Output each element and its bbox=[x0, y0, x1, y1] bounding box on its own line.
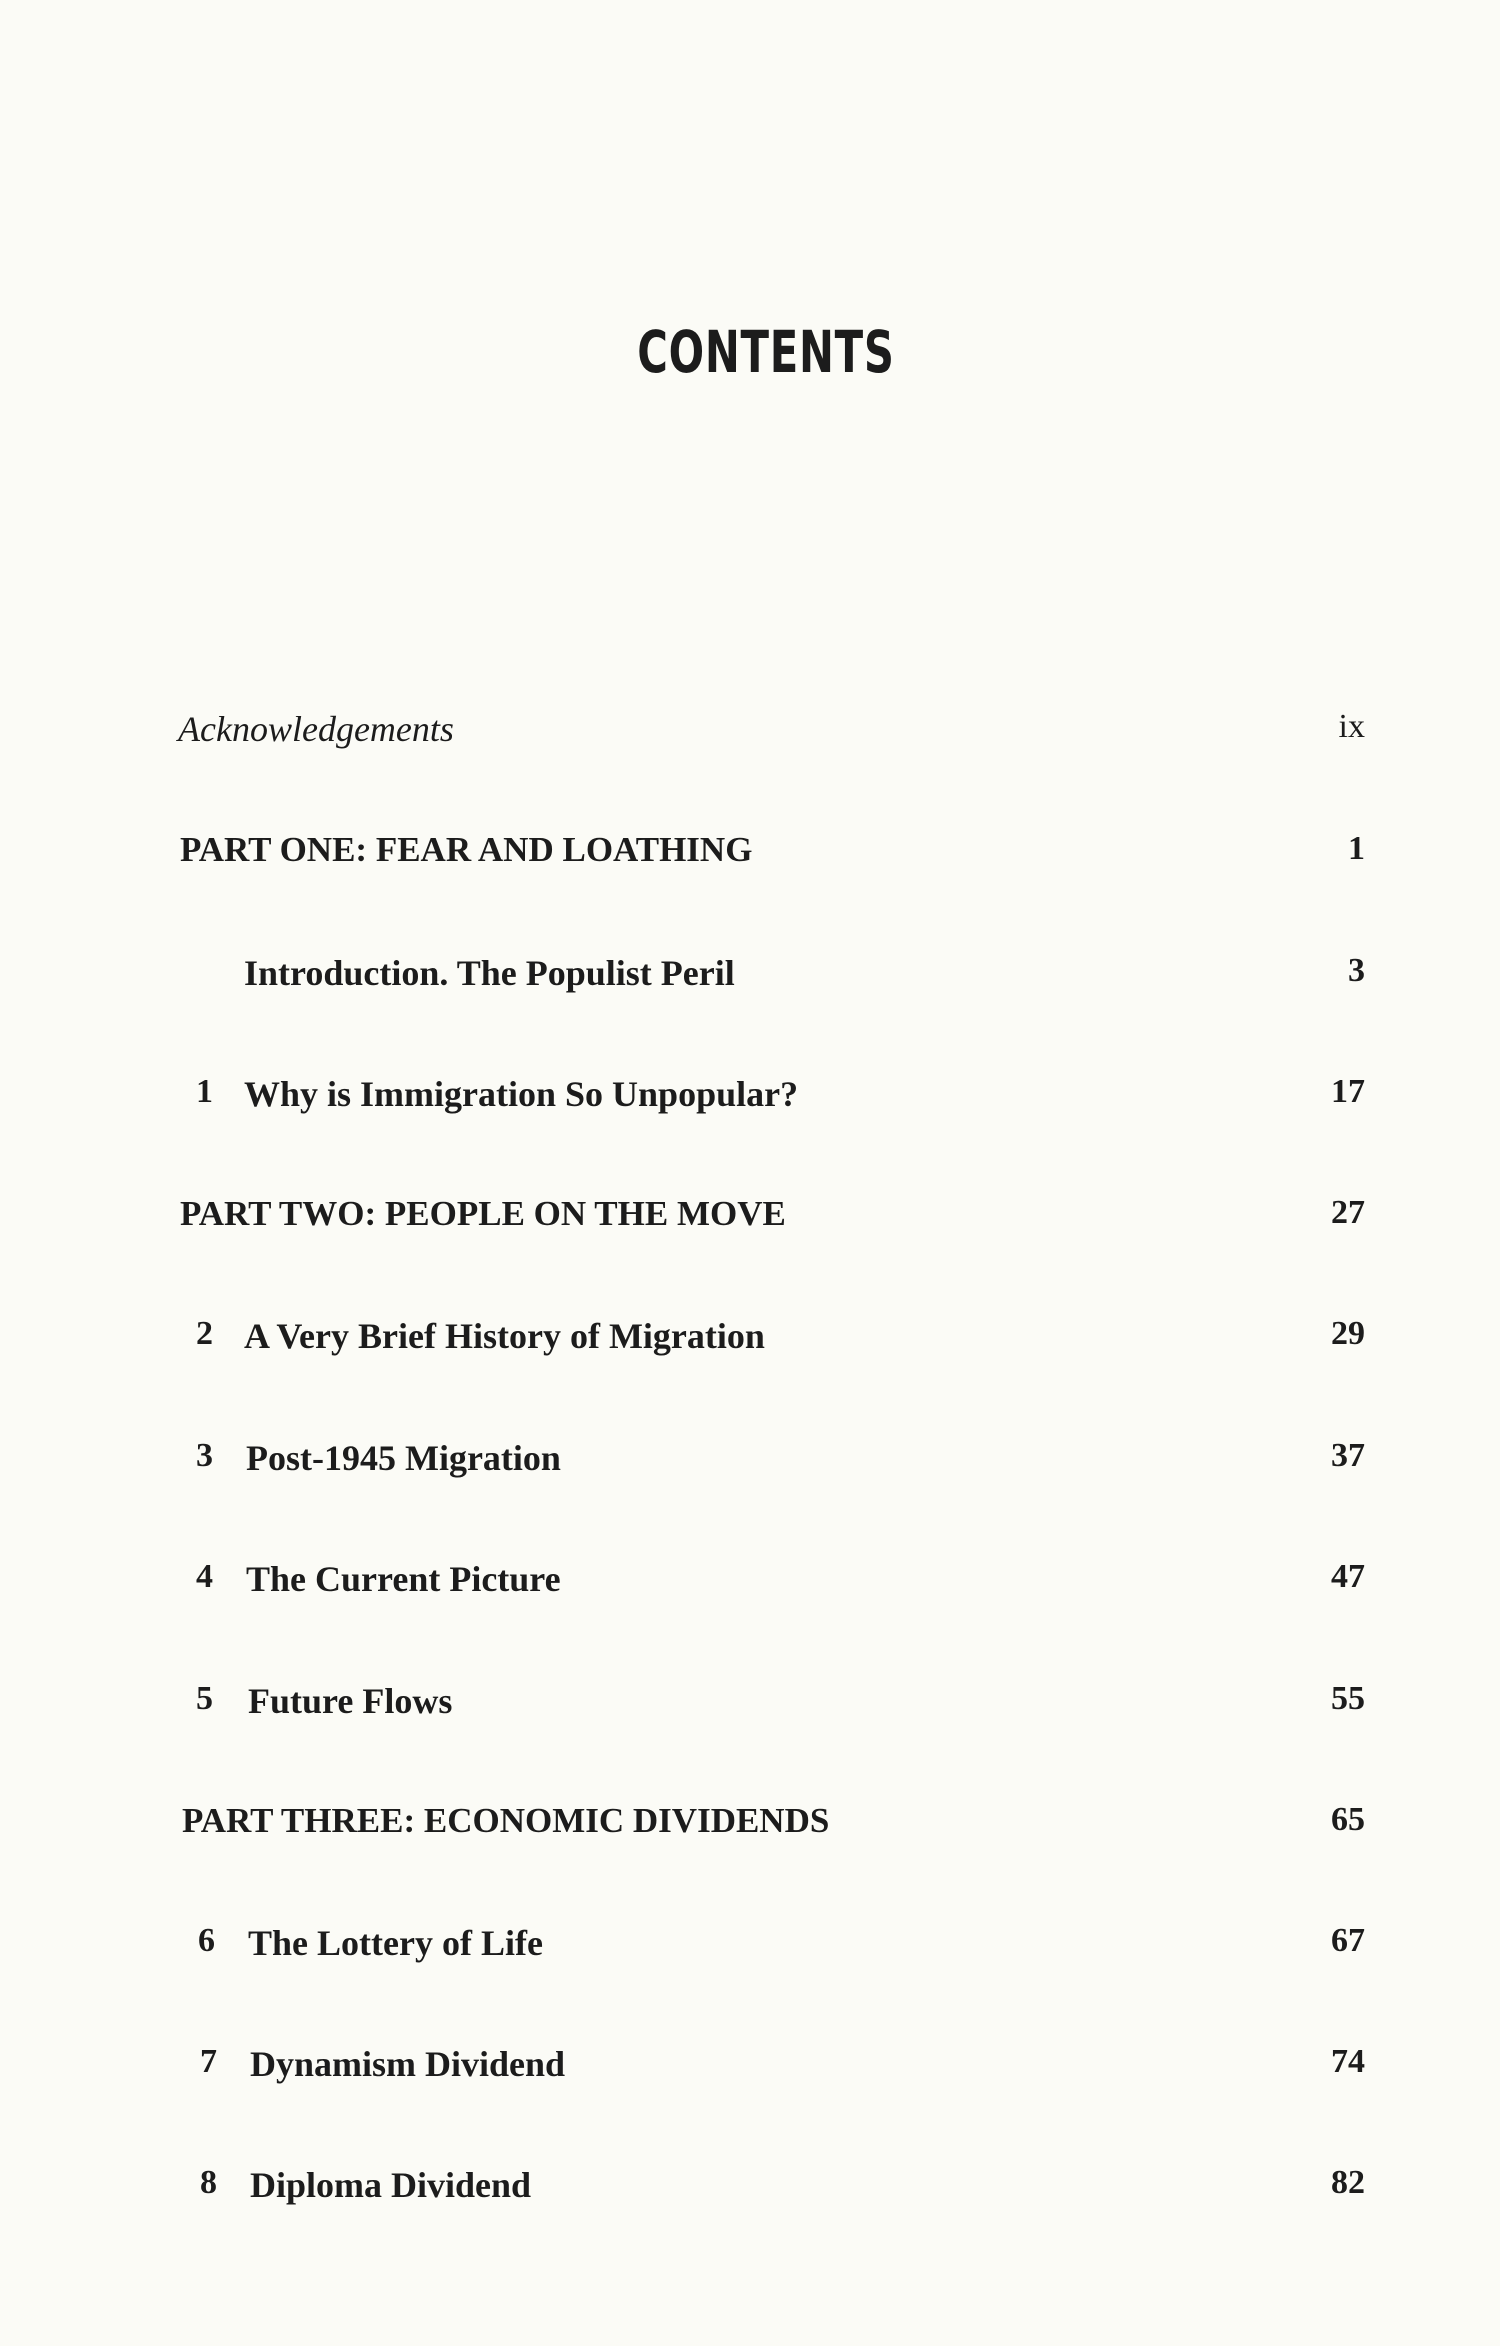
toc-page-number: 3 bbox=[1348, 952, 1365, 989]
toc-entry-introduction[interactable] bbox=[0, 952, 1500, 1012]
toc-entry-chapter-3[interactable] bbox=[0, 1437, 1500, 1497]
toc-page-number: 74 bbox=[1331, 2043, 1365, 2080]
toc-label: Introduction. The Populist Peril bbox=[244, 953, 735, 993]
toc-label: Post-1945 Migration bbox=[246, 1438, 561, 1478]
toc-entry-chapter-7[interactable] bbox=[0, 2043, 1500, 2103]
toc-page-number: 65 bbox=[1331, 1801, 1365, 1838]
toc-label: Future Flows bbox=[248, 1681, 453, 1721]
toc-page-number: 1 bbox=[1348, 830, 1365, 867]
toc-chapter-number: 7 bbox=[200, 2043, 217, 2080]
toc-entry-chapter-5[interactable] bbox=[0, 1680, 1500, 1740]
toc-label: Why is Immigration So Unpopular? bbox=[244, 1074, 799, 1114]
toc-entry-chapter-8[interactable] bbox=[0, 2164, 1500, 2224]
toc-entry-chapter-6[interactable] bbox=[0, 1922, 1500, 1982]
toc-chapter-number: 3 bbox=[196, 1437, 213, 1474]
toc-page-number: ix bbox=[1338, 708, 1365, 745]
toc-page-number: 82 bbox=[1331, 2164, 1365, 2201]
page-title: CONTENTS bbox=[637, 318, 895, 386]
toc-label: Diploma Dividend bbox=[250, 2165, 532, 2205]
toc-entry-chapter-2[interactable] bbox=[0, 1315, 1500, 1375]
toc-label: The Current Picture bbox=[246, 1559, 561, 1599]
toc-part-heading: PART THREE: ECONOMIC DIVIDENDS bbox=[182, 1801, 830, 1840]
toc-label: A Very Brief History of Migration bbox=[244, 1316, 765, 1356]
toc-label: The Lottery of Life bbox=[248, 1923, 543, 1963]
toc-page-number: 27 bbox=[1331, 1194, 1365, 1231]
toc-entry-acknowledgements[interactable] bbox=[0, 708, 1500, 768]
toc-chapter-number: 6 bbox=[198, 1922, 215, 1959]
toc-entry-part-three[interactable] bbox=[0, 1801, 1500, 1861]
toc-chapter-number: 2 bbox=[196, 1315, 213, 1352]
toc-page-number: 47 bbox=[1331, 1558, 1365, 1595]
toc-page-number: 37 bbox=[1331, 1437, 1365, 1474]
toc-chapter-number: 8 bbox=[200, 2164, 217, 2201]
toc-chapter-number: 1 bbox=[196, 1073, 213, 1110]
toc-page-number: 17 bbox=[1331, 1073, 1365, 1110]
toc-entry-chapter-4[interactable] bbox=[0, 1558, 1500, 1618]
toc-label: Dynamism Dividend bbox=[250, 2044, 566, 2084]
toc-entry-part-two[interactable] bbox=[0, 1194, 1500, 1254]
toc-page-number: 67 bbox=[1331, 1922, 1365, 1959]
toc-entry-part-one[interactable] bbox=[0, 830, 1500, 890]
toc-part-heading: PART TWO: PEOPLE ON THE MOVE bbox=[180, 1194, 786, 1233]
toc-label: Acknowledgements bbox=[178, 709, 454, 749]
toc-part-heading: PART ONE: FEAR AND LOATHING bbox=[180, 830, 753, 869]
toc-page-number: 29 bbox=[1331, 1315, 1365, 1352]
toc-entry-chapter-1[interactable] bbox=[0, 1073, 1500, 1133]
toc-chapter-number: 4 bbox=[196, 1558, 213, 1595]
toc-page-number: 55 bbox=[1331, 1680, 1365, 1717]
toc-chapter-number: 5 bbox=[196, 1680, 213, 1717]
